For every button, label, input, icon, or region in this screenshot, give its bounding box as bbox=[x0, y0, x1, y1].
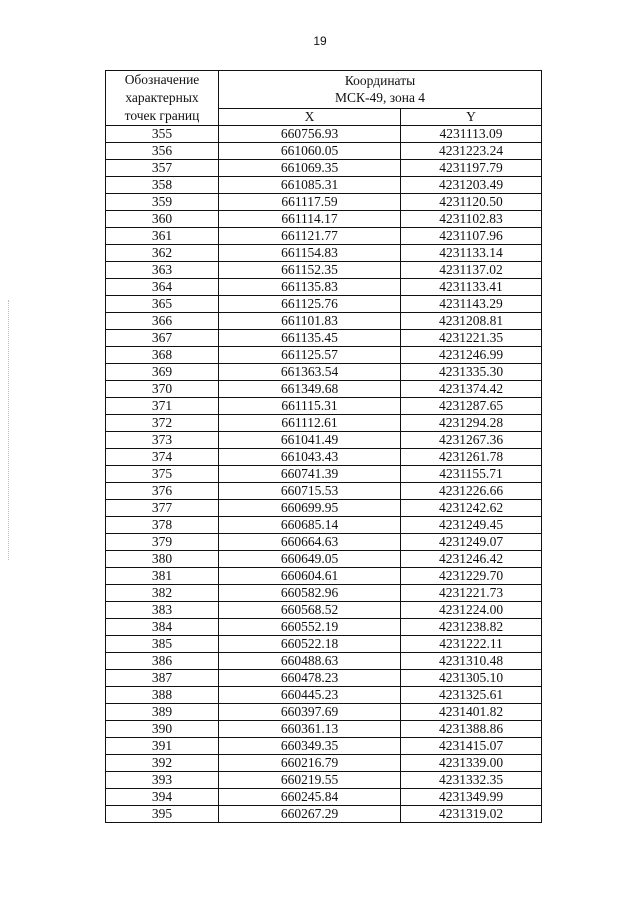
header-point-line-3: точек границ bbox=[124, 108, 200, 123]
table-row bbox=[106, 755, 542, 772]
point-cell: 361 bbox=[106, 228, 219, 245]
table-row bbox=[106, 228, 542, 245]
table-body bbox=[106, 126, 542, 823]
point-cell: 356 bbox=[106, 143, 219, 160]
header-point-line-1: Обозначение bbox=[124, 72, 200, 87]
x-cell: 661135.45 bbox=[219, 330, 401, 347]
x-cell: 660245.84 bbox=[219, 789, 401, 806]
header-y: Y bbox=[401, 108, 542, 125]
table-row bbox=[106, 500, 542, 517]
y-cell: 4231339.00 bbox=[401, 755, 542, 772]
table-row bbox=[106, 415, 542, 432]
y-cell: 4231133.41 bbox=[401, 279, 542, 296]
header-point-line-2: характерных bbox=[125, 90, 199, 105]
x-cell: 661121.77 bbox=[219, 228, 401, 245]
x-cell: 661154.83 bbox=[219, 245, 401, 262]
header-point-designation bbox=[106, 71, 219, 126]
table-row bbox=[106, 398, 542, 415]
coordinates-table bbox=[105, 70, 542, 823]
point-cell: 355 bbox=[106, 126, 219, 143]
table-row bbox=[106, 194, 542, 211]
x-cell: 660349.35 bbox=[219, 738, 401, 755]
point-cell: 366 bbox=[106, 313, 219, 330]
point-cell: 389 bbox=[106, 704, 219, 721]
x-cell: 660488.63 bbox=[219, 653, 401, 670]
x-cell: 660699.95 bbox=[219, 500, 401, 517]
point-cell: 387 bbox=[106, 670, 219, 687]
x-cell: 660478.23 bbox=[219, 670, 401, 687]
y-cell: 4231155.71 bbox=[401, 466, 542, 483]
y-cell: 4231267.36 bbox=[401, 432, 542, 449]
point-cell: 378 bbox=[106, 517, 219, 534]
table-header bbox=[106, 71, 542, 126]
point-cell: 357 bbox=[106, 160, 219, 177]
point-cell: 360 bbox=[106, 211, 219, 228]
point-cell: 371 bbox=[106, 398, 219, 415]
table-row bbox=[106, 279, 542, 296]
y-cell: 4231305.10 bbox=[401, 670, 542, 687]
y-cell: 4231143.29 bbox=[401, 296, 542, 313]
point-cell: 382 bbox=[106, 585, 219, 602]
y-cell: 4231107.96 bbox=[401, 228, 542, 245]
x-cell: 661349.68 bbox=[219, 381, 401, 398]
x-cell: 660267.29 bbox=[219, 806, 401, 823]
point-cell: 375 bbox=[106, 466, 219, 483]
point-cell: 364 bbox=[106, 279, 219, 296]
point-cell: 394 bbox=[106, 789, 219, 806]
table-row bbox=[106, 534, 542, 551]
y-cell: 4231287.65 bbox=[401, 398, 542, 415]
point-cell: 395 bbox=[106, 806, 219, 823]
table-row bbox=[106, 330, 542, 347]
point-cell: 386 bbox=[106, 653, 219, 670]
table-row bbox=[106, 211, 542, 228]
point-cell: 383 bbox=[106, 602, 219, 619]
x-cell: 660664.63 bbox=[219, 534, 401, 551]
point-cell: 377 bbox=[106, 500, 219, 517]
y-cell: 4231197.79 bbox=[401, 160, 542, 177]
point-cell: 374 bbox=[106, 449, 219, 466]
x-cell: 661152.35 bbox=[219, 262, 401, 279]
table-row bbox=[106, 364, 542, 381]
x-cell: 661085.31 bbox=[219, 177, 401, 194]
point-cell: 367 bbox=[106, 330, 219, 347]
table-row bbox=[106, 806, 542, 823]
table-row bbox=[106, 466, 542, 483]
y-cell: 4231221.35 bbox=[401, 330, 542, 347]
y-cell: 4231222.11 bbox=[401, 636, 542, 653]
point-cell: 369 bbox=[106, 364, 219, 381]
x-cell: 660216.79 bbox=[219, 755, 401, 772]
x-cell: 660649.05 bbox=[219, 551, 401, 568]
y-cell: 4231113.09 bbox=[401, 126, 542, 143]
x-cell: 660741.39 bbox=[219, 466, 401, 483]
point-cell: 359 bbox=[106, 194, 219, 211]
table-row bbox=[106, 636, 542, 653]
x-cell: 661101.83 bbox=[219, 313, 401, 330]
point-cell: 380 bbox=[106, 551, 219, 568]
y-cell: 4231249.45 bbox=[401, 517, 542, 534]
x-cell: 660445.23 bbox=[219, 687, 401, 704]
table-row bbox=[106, 687, 542, 704]
point-cell: 384 bbox=[106, 619, 219, 636]
y-cell: 4231224.00 bbox=[401, 602, 542, 619]
point-cell: 392 bbox=[106, 755, 219, 772]
header-coordinates-line-2: МСК-49, зона 4 bbox=[334, 90, 426, 106]
point-cell: 376 bbox=[106, 483, 219, 500]
x-cell: 660685.14 bbox=[219, 517, 401, 534]
y-cell: 4231133.14 bbox=[401, 245, 542, 262]
table-row bbox=[106, 619, 542, 636]
x-cell: 660582.96 bbox=[219, 585, 401, 602]
x-cell: 661125.76 bbox=[219, 296, 401, 313]
x-cell: 660219.55 bbox=[219, 772, 401, 789]
table-row bbox=[106, 789, 542, 806]
point-cell: 368 bbox=[106, 347, 219, 364]
x-cell: 661043.43 bbox=[219, 449, 401, 466]
header-x: X bbox=[219, 108, 401, 125]
y-cell: 4231226.66 bbox=[401, 483, 542, 500]
y-cell: 4231401.82 bbox=[401, 704, 542, 721]
table-row bbox=[106, 653, 542, 670]
y-cell: 4231120.50 bbox=[401, 194, 542, 211]
point-cell: 385 bbox=[106, 636, 219, 653]
y-cell: 4231319.02 bbox=[401, 806, 542, 823]
table-row bbox=[106, 262, 542, 279]
page-number: 19 bbox=[313, 34, 327, 48]
x-cell: 661112.61 bbox=[219, 415, 401, 432]
y-cell: 4231332.35 bbox=[401, 772, 542, 789]
table-row bbox=[106, 177, 542, 194]
table-row bbox=[106, 721, 542, 738]
y-cell: 4231223.24 bbox=[401, 143, 542, 160]
y-cell: 4231388.86 bbox=[401, 721, 542, 738]
y-cell: 4231238.82 bbox=[401, 619, 542, 636]
y-cell: 4231221.73 bbox=[401, 585, 542, 602]
table-row bbox=[106, 126, 542, 143]
x-cell: 661060.05 bbox=[219, 143, 401, 160]
table-row bbox=[106, 517, 542, 534]
x-cell: 660552.19 bbox=[219, 619, 401, 636]
y-cell: 4231246.99 bbox=[401, 347, 542, 364]
table-row bbox=[106, 704, 542, 721]
y-cell: 4231229.70 bbox=[401, 568, 542, 585]
table-row bbox=[106, 296, 542, 313]
table-row bbox=[106, 738, 542, 755]
y-cell: 4231374.42 bbox=[401, 381, 542, 398]
y-cell: 4231102.83 bbox=[401, 211, 542, 228]
table-row bbox=[106, 585, 542, 602]
table-row bbox=[106, 602, 542, 619]
point-cell: 370 bbox=[106, 381, 219, 398]
table-row bbox=[106, 432, 542, 449]
x-cell: 660604.61 bbox=[219, 568, 401, 585]
point-cell: 381 bbox=[106, 568, 219, 585]
point-cell: 388 bbox=[106, 687, 219, 704]
table-row bbox=[106, 568, 542, 585]
x-cell: 661363.54 bbox=[219, 364, 401, 381]
table-row bbox=[106, 381, 542, 398]
point-cell: 391 bbox=[106, 738, 219, 755]
x-cell: 660397.69 bbox=[219, 704, 401, 721]
x-cell: 660568.52 bbox=[219, 602, 401, 619]
y-cell: 4231325.61 bbox=[401, 687, 542, 704]
table-row bbox=[106, 245, 542, 262]
x-cell: 661069.35 bbox=[219, 160, 401, 177]
table-row bbox=[106, 143, 542, 160]
table-row bbox=[106, 449, 542, 466]
y-cell: 4231246.42 bbox=[401, 551, 542, 568]
y-cell: 4231261.78 bbox=[401, 449, 542, 466]
point-cell: 390 bbox=[106, 721, 219, 738]
point-cell: 379 bbox=[106, 534, 219, 551]
y-cell: 4231415.07 bbox=[401, 738, 542, 755]
x-cell: 661125.57 bbox=[219, 347, 401, 364]
x-cell: 660715.53 bbox=[219, 483, 401, 500]
point-cell: 362 bbox=[106, 245, 219, 262]
x-cell: 661115.31 bbox=[219, 398, 401, 415]
point-cell: 358 bbox=[106, 177, 219, 194]
table-row bbox=[106, 313, 542, 330]
table-row bbox=[106, 551, 542, 568]
y-cell: 4231335.30 bbox=[401, 364, 542, 381]
point-cell: 372 bbox=[106, 415, 219, 432]
table-row bbox=[106, 160, 542, 177]
scan-margin-dots bbox=[8, 300, 11, 560]
x-cell: 661135.83 bbox=[219, 279, 401, 296]
x-cell: 660522.18 bbox=[219, 636, 401, 653]
y-cell: 4231242.62 bbox=[401, 500, 542, 517]
header-coordinates-line-1: Координаты bbox=[344, 73, 416, 89]
y-cell: 4231294.28 bbox=[401, 415, 542, 432]
point-cell: 373 bbox=[106, 432, 219, 449]
y-cell: 4231203.49 bbox=[401, 177, 542, 194]
point-cell: 363 bbox=[106, 262, 219, 279]
header-row-top bbox=[106, 71, 542, 109]
y-cell: 4231349.99 bbox=[401, 789, 542, 806]
point-cell: 365 bbox=[106, 296, 219, 313]
x-cell: 660361.13 bbox=[219, 721, 401, 738]
y-cell: 4231249.07 bbox=[401, 534, 542, 551]
point-cell: 393 bbox=[106, 772, 219, 789]
table-row bbox=[106, 483, 542, 500]
table-row bbox=[106, 670, 542, 687]
x-cell: 661117.59 bbox=[219, 194, 401, 211]
x-cell: 661114.17 bbox=[219, 211, 401, 228]
y-cell: 4231137.02 bbox=[401, 262, 542, 279]
y-cell: 4231208.81 bbox=[401, 313, 542, 330]
y-cell: 4231310.48 bbox=[401, 653, 542, 670]
table-row bbox=[106, 347, 542, 364]
x-cell: 660756.93 bbox=[219, 126, 401, 143]
header-coordinates bbox=[219, 71, 542, 109]
x-cell: 661041.49 bbox=[219, 432, 401, 449]
table-row bbox=[106, 772, 542, 789]
